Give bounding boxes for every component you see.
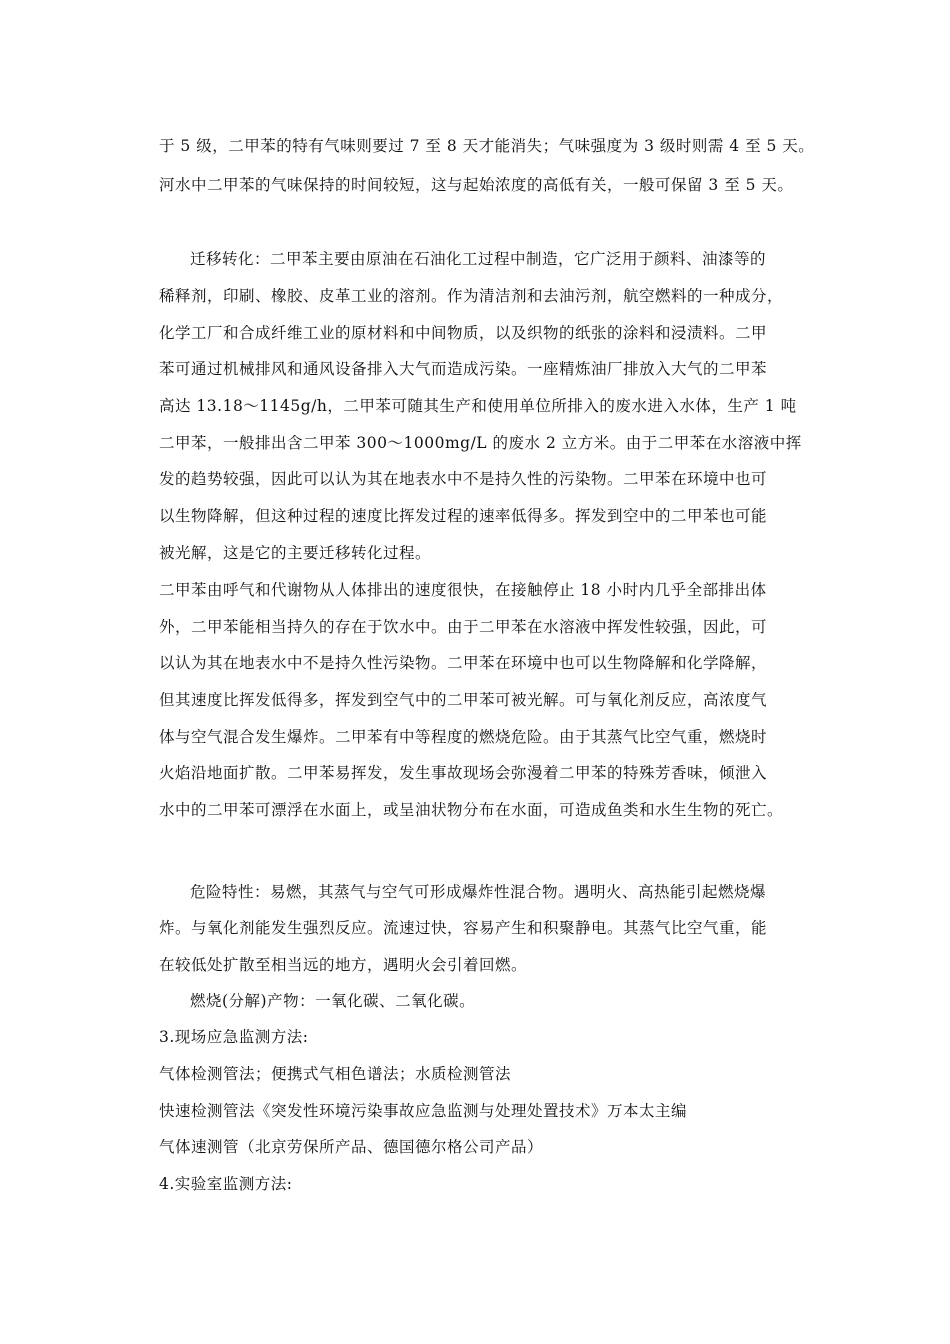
- paragraph-line: 气体速测管（北京劳保所产品、德国德尔格公司产品）: [159, 1138, 544, 1156]
- paragraph-line: 外，二甲苯能相当持久的存在于饮水中。由于二甲苯在水溶液中挥发性较强，因此，可: [159, 618, 768, 636]
- paragraph-line: 气体检测管法；便携式气相色谱法；水质检测管法: [159, 1065, 512, 1083]
- paragraph-line: 燃烧(分解)产物：一氧化碳、二氧化碳。: [190, 992, 476, 1010]
- paragraph-line: 危险特性：易燃，其蒸气与空气可形成爆炸性混合物。遇明火、高热能引起燃烧爆: [190, 883, 767, 901]
- paragraph-line: 但其速度比挥发低得多，挥发到空气中的二甲苯可被光解。可与氧化剂反应，高浓度气: [159, 691, 768, 709]
- paragraph-line: 火焰沿地面扩散。二甲苯易挥发，发生事故现场会弥漫着二甲苯的特殊芳香味，倾泄入: [159, 764, 768, 782]
- section-heading: 4.实验室监测方法:: [159, 1175, 293, 1193]
- paragraph-line: 被光解，这是它的主要迁移转化过程。: [159, 544, 432, 562]
- paragraph-line: 以生物降解，但这种过程的速度比挥发过程的速率低得多。挥发到空中的二甲苯也可能: [159, 507, 768, 525]
- paragraph-line: 二甲苯由呼气和代谢物从人体排出的速度很快，在接触停止 18 小时内几乎全部排出体: [159, 581, 767, 599]
- paragraph-line: 河水中二甲苯的气味保持的时间较短，这与起始浓度的高低有关，一般可保留 3 至 5 天。: [159, 176, 794, 194]
- paragraph-line: 高达 13.18～1145g/h，二甲苯可随其生产和使用单位所排入的废水进入水体，生产 1 吨: [159, 397, 797, 415]
- paragraph-line: 在较低处扩散至相当远的地方，遇明火会引着回燃。: [159, 956, 528, 974]
- section-heading: 3.现场应急监测方法:: [159, 1028, 309, 1046]
- paragraph-line: 苯可通过机械排风和通风设备排入大气而造成污染。一座精炼油厂排放入大气的二甲苯: [159, 360, 768, 378]
- paragraph-line: 炸。与氧化剂能发生强烈反应。流速过快，容易产生和积聚静电。其蒸气比空气重，能: [159, 919, 768, 937]
- paragraph-line: 发的趋势较强，因此可以认为其在地表水中不是持久性的污染物。二甲苯在环境中也可: [159, 470, 768, 488]
- paragraph-line: 二甲苯，一般排出含二甲苯 300～1000mg/L 的废水 2 立方米。由于二甲苯在水溶液中挥: [159, 434, 802, 452]
- paragraph-line: 稀释剂，印刷、橡胶、皮革工业的溶剂。作为清洁剂和去油污剂，航空燃料的一种成分，: [159, 287, 784, 305]
- paragraph-line: 以认为其在地表水中不是持久性污染物。二甲苯在环境中也可以生物降解和化学降解，: [159, 654, 768, 672]
- paragraph-line: 于 5 级，二甲苯的特有气味则要过 7 至 8 天才能消失；气味强度为 3 级时则需 4 至 5 天。: [159, 137, 815, 155]
- paragraph-line: 迁移转化：二甲苯主要由原油在石油化工过程中制造，它广泛用于颜料、油漆等的: [190, 250, 767, 268]
- paragraph-line: 体与空气混合发生爆炸。二甲苯有中等程度的燃烧危险。由于其蒸气比空气重，燃烧时: [159, 728, 768, 746]
- paragraph-line: 快速检测管法《突发性环境污染事故应急监测与处理处置技术》万本太主编: [159, 1102, 688, 1120]
- paragraph-line: 化学工厂和合成纤维工业的原材料和中间物质，以及织物的纸张的涂料和浸渍料。二甲: [159, 324, 768, 342]
- paragraph-line: 水中的二甲苯可漂浮在水面上，或呈油状物分布在水面，可造成鱼类和水生生物的死亡。: [159, 801, 784, 819]
